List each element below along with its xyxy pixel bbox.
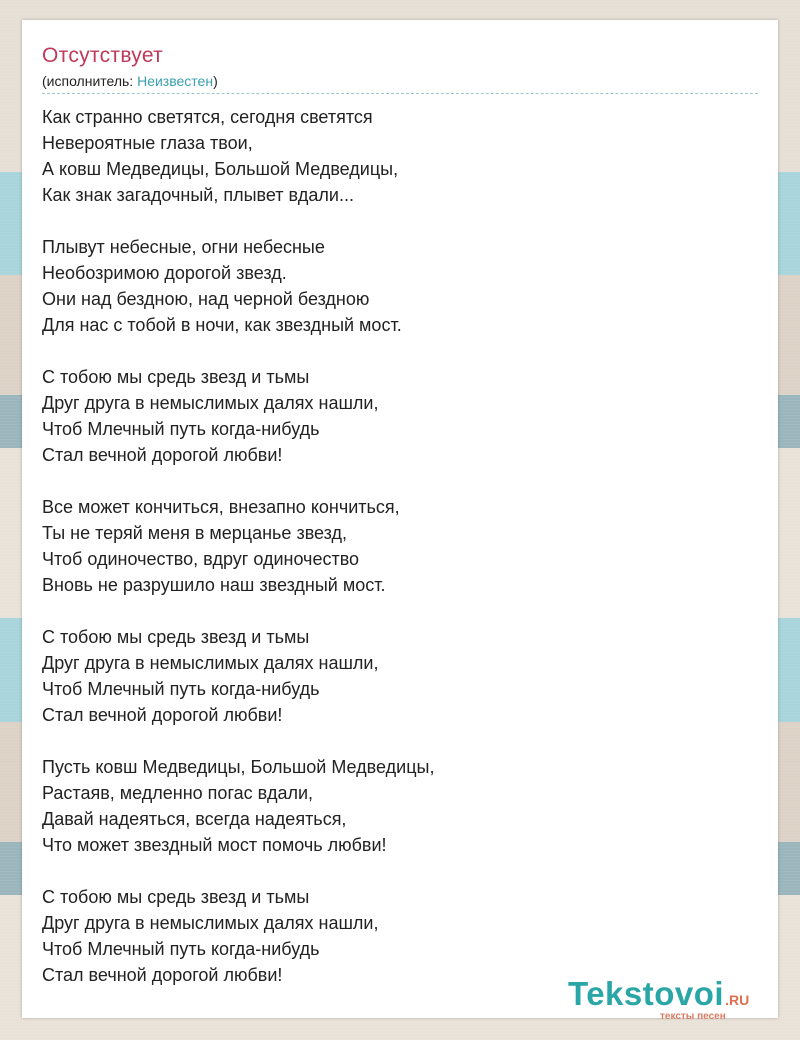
lyric-line: Стал вечной дорогой любви! (42, 445, 283, 465)
lyric-line: Необозримою дорогой звезд. (42, 263, 287, 283)
lyric-line: Что может звездный мост помочь любви! (42, 835, 387, 855)
stanza (42, 884, 434, 988)
lyric-line: С тобою мы средь звезд и тьмы (42, 367, 310, 387)
lyrics-body (42, 104, 434, 1014)
stanza (42, 754, 434, 858)
lyric-line: Ты не теряй меня в мерцанье звезд, (42, 523, 348, 543)
artist-prefix: (исполнитель: (42, 73, 138, 89)
lyric-line: Плывут небесные, огни небесные (42, 237, 325, 257)
logo-tagline: тексты песен (660, 1011, 726, 1022)
lyric-line: Давай надеяться, всегда надеяться, (42, 809, 347, 829)
lyric-line: Друг друга в немыслимых далях нашли, (42, 913, 379, 933)
lyric-line: Они над бездною, над черной бездною (42, 289, 370, 309)
logo-name: Tekstovoi (568, 975, 725, 1012)
lyric-line: С тобою мы средь звезд и тьмы (42, 627, 310, 647)
stanza (42, 624, 434, 728)
lyric-line: Вновь не разрушило наш звездный мост. (42, 575, 386, 595)
song-title: Отсутствует (42, 44, 164, 67)
lyric-line: Как знак загадочный, плывет вдали... (42, 185, 354, 205)
artist-line (42, 73, 218, 89)
lyric-line: Чтоб одиночество, вдруг одиночество (42, 549, 360, 569)
lyrics-card (22, 20, 778, 1022)
lyric-line: Все может кончиться, внезапно кончиться, (42, 497, 400, 517)
lyric-line: Растаяв, медленно погас вдали, (42, 783, 314, 803)
logo-tld: .RU (725, 992, 750, 1008)
artist-link[interactable]: Неизвестен (137, 73, 214, 89)
lyric-line: Стал вечной дорогой любви! (42, 965, 283, 985)
lyric-line: Стал вечной дорогой любви! (42, 705, 283, 725)
lyric-line: А ковш Медведицы, Большой Медведицы, (42, 159, 399, 179)
lyric-line: Чтоб Млечный путь когда-нибудь (42, 679, 320, 699)
lyric-line: Как странно светятся, сегодня светятся (42, 107, 373, 127)
title-divider (42, 93, 758, 94)
lyric-line: С тобою мы средь звезд и тьмы (42, 887, 310, 907)
site-logo[interactable] (568, 975, 750, 1022)
lyric-line: Чтоб Млечный путь когда-нибудь (42, 939, 320, 959)
artist-suffix: ) (213, 73, 218, 89)
stanza (42, 364, 434, 468)
lyric-line: Друг друга в немыслимых далях нашли, (42, 653, 379, 673)
stanza (42, 494, 434, 598)
stanza (42, 104, 434, 208)
lyric-line: Для нас с тобой в ночи, как звездный мост. (42, 315, 402, 335)
lyric-line: Невероятные глаза твои, (42, 133, 253, 153)
lyric-line: Пусть ковш Медведицы, Большой Медведицы, (42, 757, 435, 777)
lyric-line: Чтоб Млечный путь когда-нибудь (42, 419, 320, 439)
lyric-line: Друг друга в немыслимых далях нашли, (42, 393, 379, 413)
stanza (42, 234, 434, 338)
